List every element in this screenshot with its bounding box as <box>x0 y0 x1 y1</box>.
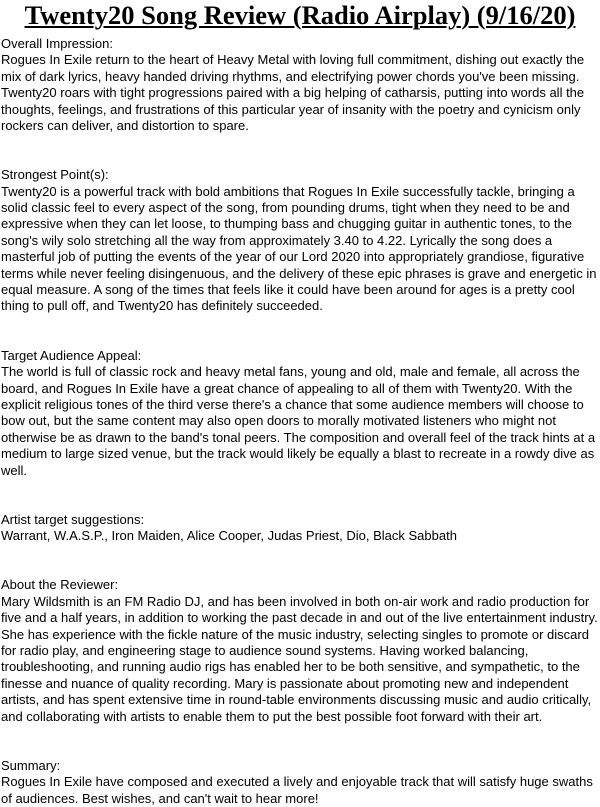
section-body: Rogues In Exile have composed and executed a lively and enjoyable track that will satisfy huge swaths of audiences. Best wishes, and can't wait to hear more! <box>1 774 593 806</box>
section-heading: About the Reviewer: <box>1 577 119 593</box>
page-title: Twenty20 Song Review (Radio Airplay) (9/16/20) <box>24 0 576 30</box>
section-heading: Artist target suggestions: <box>1 511 145 527</box>
section-body: Mary Wildsmith is an FM Radio DJ, and has been involved in both on-air work and radio production for five and a half years, in addition to working the past decade in and out of the live entertainment industry. She has experience with the fickle nature of the music industry, selecting singles to promote or discard for radio play, and engineering stage to audience sound systems. Having worked balancing, troubleshooting, and running audio rigs has enabled her to be both sensitive, and sympathetic, to the finesse and nuance of quality recording. Mary is passionate about promoting new and independent artists, and has spent extensive time in round-table environments discussing music and audio critically, and collaborating with artists to enable them to put the best possible foot forward with their art. <box>1 593 598 724</box>
section-body: Rogues In Exile return to the heart of Heavy Metal with loving full commitment, dishing out exactly the mix of dark lyrics, heavy handed driving rhythms, and electrifying power chords you've been missing. Twenty20 roars with tight progressions paired with a big helping of catharsis, putting into words all the thoughts, feelings, and frustrations of this particular year of insanity with the poetry and cynicism only rockers can deliver, and distortion to spare. <box>1 52 585 134</box>
section-artist-target-suggestions <box>1 512 599 545</box>
section-strongest-points <box>1 167 599 315</box>
section-heading: Strongest Point(s): <box>1 167 109 183</box>
section-summary <box>1 758 599 807</box>
section-about-the-reviewer <box>1 577 599 725</box>
section-heading: Overall Impression: <box>1 36 113 51</box>
review-content <box>1 36 599 807</box>
section-target-audience-appeal <box>1 348 599 479</box>
section-body: Twenty20 is a powerful track with bold ambitions that Rogues In Exile successfully tackle, bringing a solid classic feel to every aspect of the song, from pounding drums, tight when they need to be and expressive when they can let loose, to thumping bass and chugging guitar in authentic tones, to the song's wily solo stretching all the way from approximately 3.40 to 4.22. Lyrically the song does a masterful job of putting the events of the year of our Lord 2020 into appropriately grandiose, figurative terms while never feeling disingenuous, and the delivery of these epic phrases is grave and energetic in equal measure. A song of the times that feels like it could have been around for ages is a pretty cool thing to pull off, and Twenty20 has definitely succeeded. <box>1 183 597 314</box>
section-body: Warrant, W.A.S.P., Iron Maiden, Alice Cooper, Judas Priest, Dio, Black Sabbath <box>1 528 457 544</box>
section-heading: Summary: <box>1 757 61 773</box>
section-body: The world is full of classic rock and heavy metal fans, young and old, male and female, all across the board, and Rogues In Exile have a great chance of appealing to all of them with Twenty20. With the explicit religious tones of the third verse there's a chance that some audience members will choose to bow out, but the same content may also open doors to morally motivated listeners who might not otherwise be as drawn to the band's tonal peers. The composition and overall feel of the track hints at a medium to large sized venue, but the track would likely be equally a blast to recreate in a rowdy dive as well. <box>1 364 596 478</box>
section-heading: Target Audience Appeal: <box>1 347 142 363</box>
section-overall-impression <box>1 36 599 134</box>
